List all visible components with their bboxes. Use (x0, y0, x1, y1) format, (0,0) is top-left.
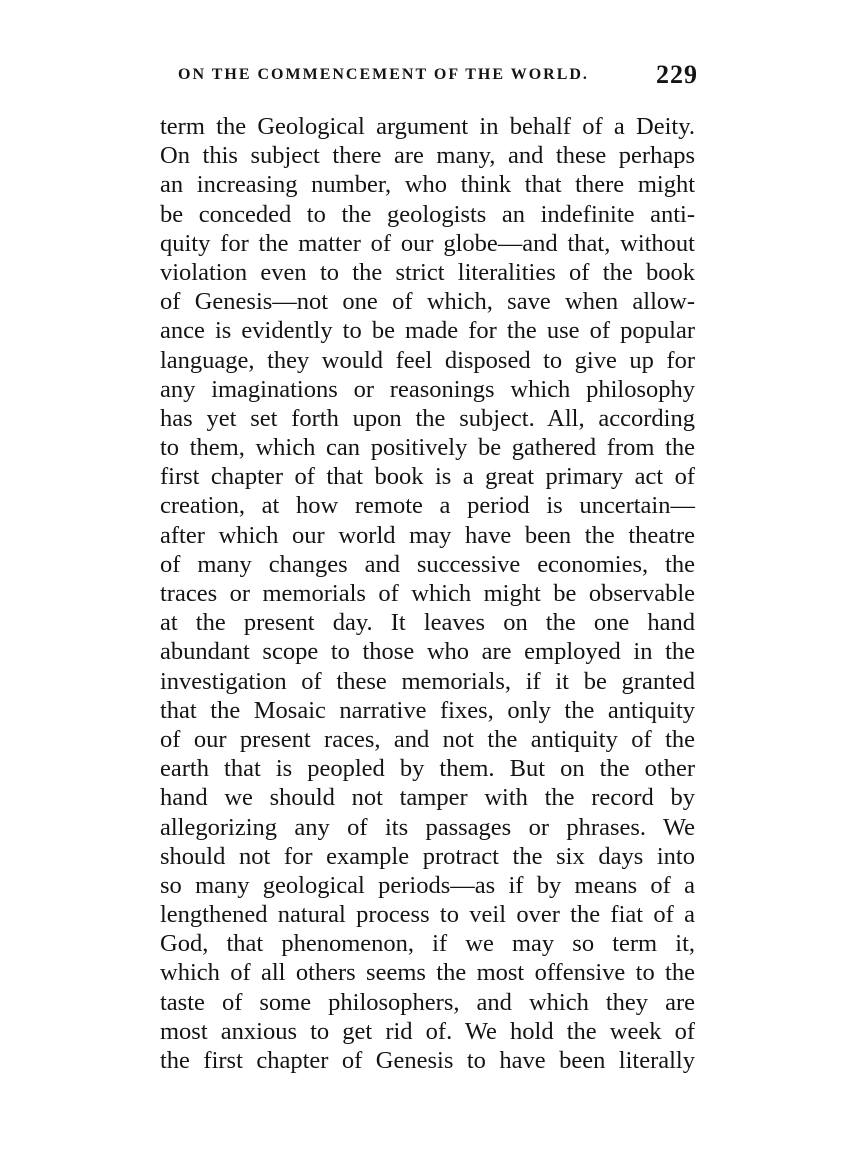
text-line: abundant scope to those who are employed in the (160, 638, 695, 666)
text-line: language, they would feel disposed to give up for (160, 346, 695, 374)
text-line: of our present races, and not the antiquity of the (160, 725, 695, 753)
text-line: the first chapter of Genesis to have been literally (160, 1047, 695, 1074)
text-line: traces or memorials of which might be observable (160, 580, 695, 607)
text-line: term the Geological argument in behalf of a Deity. (160, 113, 695, 140)
running-title: ON THE COMMENCEMENT OF THE WORLD. (178, 66, 589, 83)
page-number: 229 (656, 60, 698, 89)
text-line: be conceded to the geologists an indefinite anti- (160, 200, 695, 228)
text-line: hand we should not tamper with the record by (160, 784, 695, 812)
text-line: should not for example protract the six days into (160, 842, 695, 870)
text-line: of Genesis—not one of which, save when allow- (160, 288, 695, 316)
text-line: has yet set forth upon the subject. All, according (160, 404, 695, 432)
text-line: which of all others seems the most offensive to the (160, 959, 695, 987)
text-line: of many changes and successive economies, the (160, 550, 695, 578)
text-line: quity for the matter of our globe—and that, without (160, 229, 695, 257)
text-line: God, that phenomenon, if we may so term it, (160, 930, 695, 958)
text-line: lengthened natural process to veil over the fiat of a (160, 901, 695, 929)
running-head (178, 60, 698, 92)
body-text (160, 112, 695, 1075)
text-line: after which our world may have been the theatre (160, 521, 695, 549)
text-line: any imaginations or reasonings which philosophy (160, 375, 695, 403)
text-line: taste of some philosophers, and which they are (160, 988, 695, 1016)
text-line: at the present day. It leaves on the one hand (160, 609, 695, 637)
text-line: investigation of these memorials, if it be granted (160, 667, 695, 695)
text-line: an increasing number, who think that there might (160, 171, 695, 199)
text-line: so many geological periods—as if by means of a (160, 871, 695, 899)
text-line: that the Mosaic narrative fixes, only the antiquity (160, 696, 695, 724)
text-line: On this subject there are many, and these perhaps (160, 142, 695, 170)
text-line: violation even to the strict literalities of the book (160, 258, 695, 286)
text-line: earth that is peopled by them. But on the other (160, 755, 695, 783)
text-line: allegorizing any of its passages or phrases. We (160, 813, 695, 841)
text-line: first chapter of that book is a great primary act of (160, 463, 695, 491)
text-line: ance is evidently to be made for the use of popular (160, 317, 695, 345)
text-line: to them, which can positively be gathered from the (160, 434, 695, 462)
text-line: most anxious to get rid of. We hold the week of (160, 1017, 695, 1045)
text-line: creation, at how remote a period is uncertain— (160, 492, 695, 520)
